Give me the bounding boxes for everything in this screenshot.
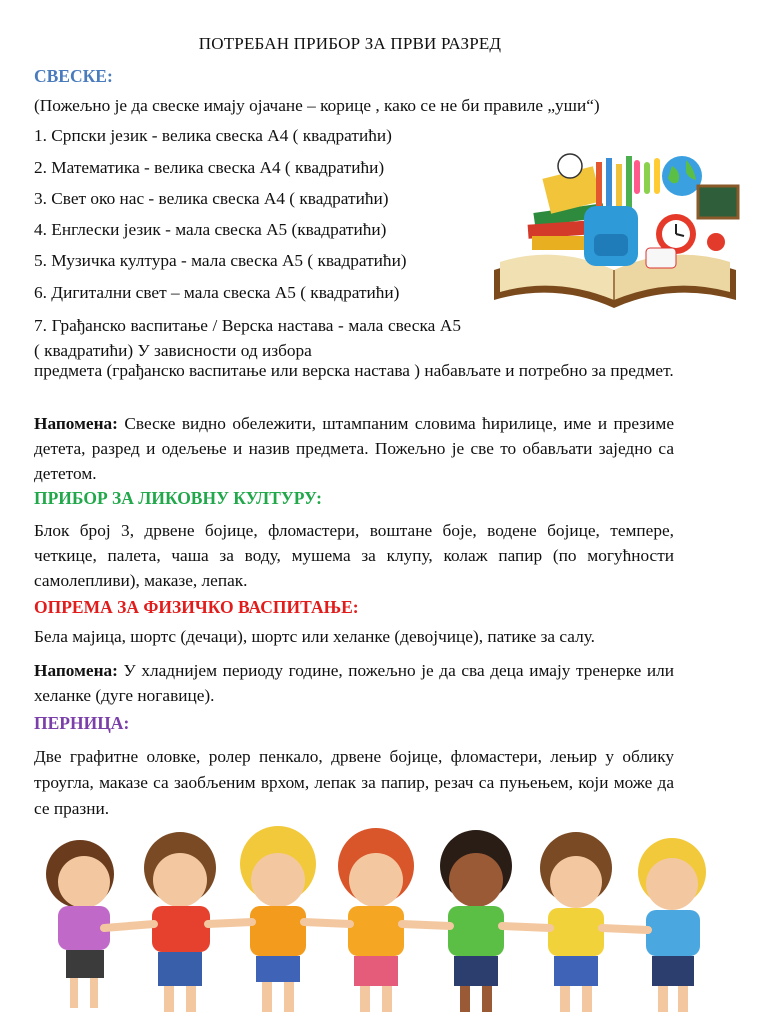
note-label: Напомена: bbox=[34, 414, 118, 433]
notebook-item: 5. Музичка култура - мала свеска А5 ( квадратићи) bbox=[34, 251, 407, 270]
pencil-case-text: Две графитне оловке, ролер пенкало, дрвене бојице, фломастери, лењир у облику троугла, маказе са заобљеним врхом, лепак за папир, резач са пуњењем, који може да се празни. bbox=[34, 747, 674, 818]
child-figure bbox=[540, 832, 612, 1012]
child-figure bbox=[440, 830, 512, 1012]
notebook-item-7: 7. Грађанско васпитање / Верска настава - мала свеска А5 ( квадратићи) У зависности од избора bbox=[34, 316, 461, 360]
pe-heading: ОПРЕМА ЗА ФИЗИЧКО ВАСПИТАЊЕ: bbox=[34, 597, 359, 617]
children-illustration bbox=[32, 820, 736, 1020]
page-title: ПОТРЕБАН ПРИБОР ЗА ПРВИ РАЗРЕД bbox=[198, 34, 502, 53]
pe-text: Бела мајица, шортс (дечаци), шортс или хеланке (девојчице), патике за салу. bbox=[34, 627, 595, 646]
notebooks-note bbox=[34, 411, 674, 486]
notebook-item: 3. Свет око нас - велика свеска А4 ( квадратићи) bbox=[34, 189, 389, 208]
note-text: У хладнијем периоду године, пожељно је да сва деца имају тренерке или хеланке (дуге ногавице). bbox=[34, 661, 674, 705]
art-text: Блок број 3, дрвене бојице, фломастери, воштане боје, водене бојице, темпере, четкице, палета, чаша за воду, мушема за клупу, колаж папир (по могућности самолепливи), маказе, лепак. bbox=[34, 521, 674, 590]
child-figure bbox=[638, 838, 706, 1012]
notebook-item: 6. Дигитални свет – мала свеска А5 ( квадратићи) bbox=[34, 283, 400, 302]
art-heading: ПРИБОР ЗА ЛИКОВНУ КУЛТУРУ: bbox=[34, 488, 322, 508]
notebooks-intro: (Пожељно је да свеске имају ојачане – корице , како се не би правиле „уши“) bbox=[34, 96, 600, 115]
notebook-item: 4. Енглески језик - мала свеска А5 (квадратићи) bbox=[34, 220, 387, 239]
notebook-item-7-continued: предмета (грађанско васпитање или верска настава ) набављате и потребно за предмет. bbox=[34, 361, 674, 380]
notebook-item: 1. Српски језик - велика свеска А4 ( квадратићи) bbox=[34, 126, 392, 145]
child-figure bbox=[46, 840, 114, 1008]
note-label: Напомена: bbox=[34, 661, 118, 680]
notebooks-heading: СВЕСКЕ: bbox=[34, 66, 113, 86]
pencil-case-heading: ПЕРНИЦА: bbox=[34, 713, 130, 733]
school-supplies-illustration bbox=[486, 150, 744, 312]
note-text: Свеске видно обележити, штампаним словима ћирилице, име и презиме детета, разред и одељење и назив предмета. Пожељно је све то обављати заједно са дететом. bbox=[34, 414, 674, 483]
pe-note bbox=[34, 658, 674, 708]
notebook-item: 2. Математика - велика свеска А4 ( квадратићи) bbox=[34, 158, 385, 177]
